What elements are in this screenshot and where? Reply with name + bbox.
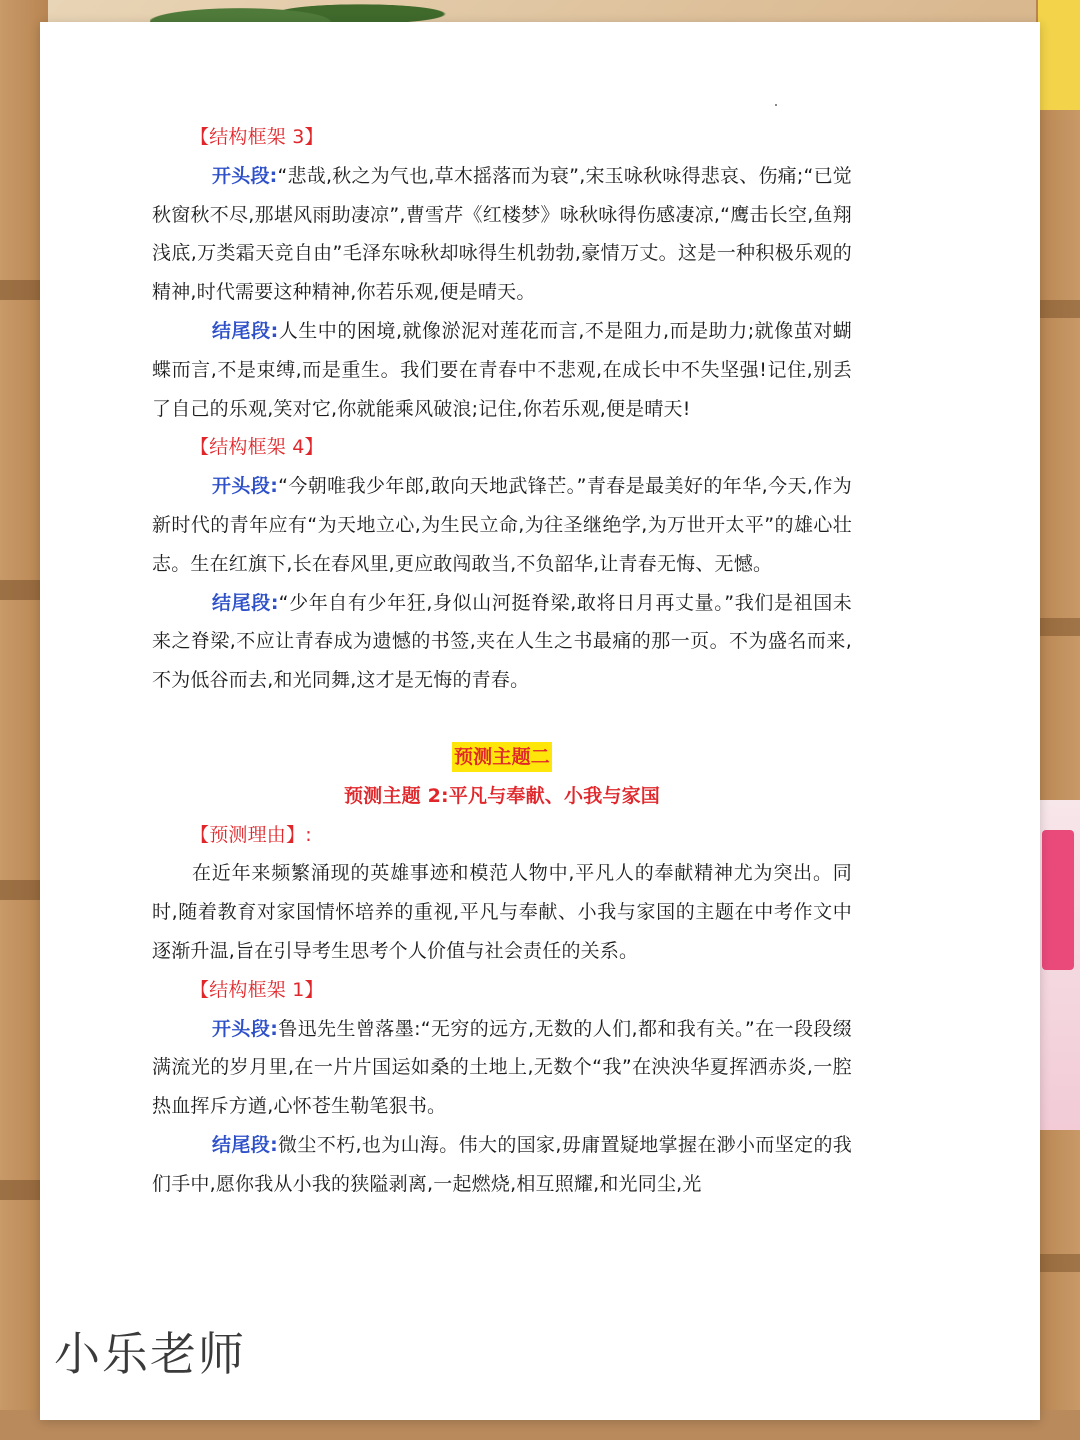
opening-label: 开头段: <box>212 475 279 498</box>
frame4-title: 【结构框架 4】 <box>190 436 324 459</box>
background-book-pink <box>1036 800 1080 1130</box>
paper-speck <box>775 104 777 106</box>
section-gap <box>152 700 852 738</box>
frame4-opening-text: “今朝唯我少年郎,敢向天地武锋芒。”青春是最美好的年华,今天,作为新时代的青年应有“为天地立心,为生民立命,为往圣继绝学,为万世开太平”的雄心壮志。生在红旗下,长在春风里,更应敢闯敢当,不负韶华,让青春无悔、无憾。 <box>152 475 852 575</box>
frame1-opening-paragraph <box>152 1010 852 1126</box>
frame1-title: 【结构框架 1】 <box>190 978 324 1001</box>
frame3-ending-text: 人生中的困境,就像淤泥对莲花而言,不是阻力,而是助力;就像茧对蝴蝶而言,不是束缚,而是重生。我们要在青春中不悲观,在成长中不失坚强!记住,别丢了自己的乐观,笑对它,你就能乘风破浪;记住,你若乐观,便是晴天! <box>152 319 852 420</box>
ending-label: 结尾段: <box>212 1133 278 1156</box>
background-bookshelf-right <box>1036 0 1080 1440</box>
frame4-ending-text: “少年自有少年狂,身似山河挺脊梁,敢将日月再丈量。”我们是祖国未来之脊梁,不应让青春成为遗憾的书签,夹在人生之书最痛的那一页。不为盛名而来,不为低谷而去,和光同舞,这才是无悔的青春。 <box>152 591 853 692</box>
frame4-ending-paragraph <box>152 584 852 700</box>
frame3-opening-text: “悲哉,秋之为气也,草木摇落而为衰”,宋玉咏秋咏得悲哀、伤痛;“已觉秋窗秋不尽,那堪风雨助凄凉”,曹雪芹《红楼梦》咏秋咏得伤感凄凉,“鹰击长空,鱼翔浅底,万类霜天竞自由”毛泽东咏秋却咏得生机勃勃,豪情万丈。这是一种积极乐观的精神,时代需要这种精神,你若乐观,便是晴天。 <box>152 164 852 304</box>
reason-paragraph: 在近年来频繁涌现的英雄事迹和模范人物中,平凡人的奉献精神尤为突出。同时,随着教育对家国情怀培养的重视,平凡与奉献、小我与家国的主题在中考作文中逐渐升温,旨在引导考生思考个人价值与社会责任的关系。 <box>152 862 852 962</box>
background-book-yellow <box>1038 0 1080 110</box>
reason-title: 【预测理由】: <box>190 823 312 846</box>
frame1-ending-paragraph <box>152 1126 852 1204</box>
opening-label: 开头段: <box>212 1017 279 1040</box>
frame1-ending-text: 微尘不朽,也为山海。伟大的国家,毋庸置疑地掌握在渺小而坚定的我们手中,愿你我从小我的狭隘剥离,一起燃烧,相互照耀,和光同尘,光 <box>152 1133 852 1195</box>
frame3-opening-paragraph <box>152 157 852 312</box>
frame3-ending-paragraph <box>152 312 852 428</box>
frame3-title: 【结构框架 3】 <box>190 126 324 148</box>
ending-label: 结尾段: <box>212 319 279 342</box>
theme2-subtitle: 预测主题 2:平凡与奉献、小我与家国 <box>343 784 661 807</box>
opening-label: 开头段: <box>212 164 278 187</box>
theme2-heading <box>152 738 852 777</box>
frame1-opening-text: 鲁迅先生曾落墨:“无穷的远方,无数的人们,都和我有关。”在一段段缀满流光的岁月里,在一片片国运如桑的土地上,无数个“我”在泱泱华夏挥洒赤炎,一腔热血挥斥方遒,心怀苍生勒笔狠书。 <box>152 1017 852 1118</box>
author-watermark: 小乐老师 <box>54 1327 246 1381</box>
theme2-highlight-title: 预测主题二 <box>452 742 552 772</box>
frame4-opening-paragraph <box>152 467 852 583</box>
document-content <box>152 118 852 1204</box>
ending-label: 结尾段: <box>212 591 279 614</box>
